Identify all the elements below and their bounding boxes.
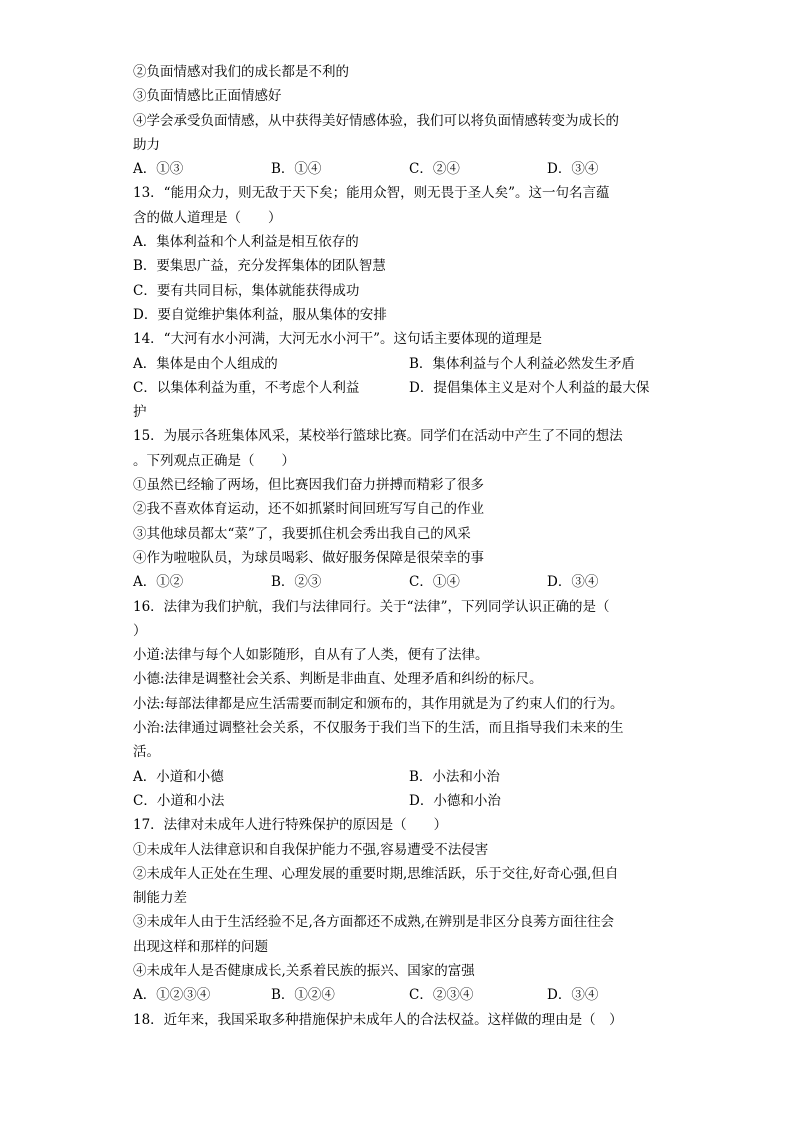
text-line: D．要自觉维护集体利益，服从集体的安排: [133, 306, 387, 323]
text-line: 助力: [133, 136, 160, 153]
answer-option: D．③④: [547, 574, 599, 591]
text-line: 14．“大河有水小河满，大河无水小河干”。这句话主要体现的道理是: [133, 331, 542, 348]
text-line: B．要集思广益，充分发挥集体的团队智慧: [133, 258, 386, 275]
text-line: 17．法律对未成年人进行特殊保护的原因是（ ）: [133, 817, 448, 834]
text-line: ②未成年人正处在生理、心理发展的重要时期,思维活跃，乐于交往,好奇心强,但自: [133, 865, 619, 882]
text-line: 制能力差: [133, 890, 187, 907]
text-line: 18．近年来，我国采取多种措施保护未成年人的合法权益。这样做的理由是（ ）: [133, 1011, 623, 1028]
text-line: 活。: [133, 744, 160, 761]
text-line: C．要有共同目标，集体就能获得成功: [133, 282, 360, 299]
answer-options-row: [133, 157, 673, 181]
text-line: ④未成年人是否健康成长,关系着民族的振兴、国家的富强: [133, 962, 475, 979]
text-line: 小道:法律与每个人如影随形，自从有了人类，便有了法律。: [133, 647, 489, 664]
answer-options-row: [133, 983, 673, 1007]
text-line: A．集体利益和个人利益是相互依存的: [133, 234, 359, 251]
text-line: 小法:每部法律都是应生活需要而制定和颁布的，其作用就是为了约束人们的行为。: [133, 695, 624, 712]
text-line: ④作为啦啦队员，为球员喝彩、做好服务保障是很荣幸的事: [133, 549, 484, 566]
answer-option: C．②③④: [409, 987, 474, 1004]
text-line: 16．法律为我们护航，我们与法律同行。关于“法律”，下列同学认识正确的是（: [133, 598, 610, 615]
text-line: ①虽然已经输了两场，但比赛因我们奋力拼搏而精彩了很多: [133, 477, 484, 494]
text-line: ③负面情感比正面情感好: [133, 88, 282, 105]
answer-option: A．①②③④: [133, 987, 211, 1004]
text-line: 小德:法律是调整社会关系、判断是非曲直、处理矛盾和纠纷的标尺。: [133, 671, 543, 688]
answer-option: D．小德和小治: [409, 792, 501, 809]
answer-option: D．③④: [547, 987, 599, 1004]
answer-options-row: [133, 765, 673, 789]
answer-option: A．集体是由个人组成的: [133, 355, 278, 372]
answer-option: B．①②④: [271, 987, 335, 1004]
text-line: ③未成年人由于生活经验不足,各方面都还不成熟,在辨别是非区分良莠方面往往会: [133, 914, 615, 931]
answer-option: C．以集体利益为重，不考虑个人利益: [133, 379, 360, 396]
exam-page: [133, 60, 673, 1032]
answer-option: B．小法和小治: [409, 768, 500, 785]
text-line: 护: [133, 404, 147, 421]
answer-option: D．提倡集体主义是对个人利益的最大保: [409, 379, 650, 396]
answer-option: C．②④: [409, 161, 460, 178]
answer-options-row: [133, 352, 673, 376]
text-line: ②我不喜欢体育运动，还不如抓紧时间回班写写自己的作业: [133, 501, 484, 518]
text-line: ③其他球员都太“菜”了，我要抓住机会秀出我自己的风采: [133, 525, 471, 542]
text-line: 小治:法律通过调整社会关系，不仅服务于我们当下的生活，而且指导我们未来的生: [133, 720, 624, 737]
answer-option: B．①④: [271, 161, 322, 178]
text-line: ②负面情感对我们的成长都是不利的: [133, 64, 349, 80]
text-line: 15．为展示各班集体风采，某校举行篮球比赛。同学们在活动中产生了不同的想法: [133, 428, 623, 445]
text-line: 出现这样和那样的问题: [133, 938, 268, 955]
text-line: ）: [133, 622, 147, 639]
answer-option: A．①③: [133, 161, 184, 178]
text-line: ④学会承受负面情感，从中获得美好情感体验，我们可以将负面情感转变为成长的: [133, 112, 619, 129]
answer-option: B．集体利益与个人利益必然发生矛盾: [409, 355, 635, 372]
text-line: 含的做人道理是（ ）: [133, 209, 282, 226]
text-line: 。下列观点正确是（ ）: [133, 452, 295, 469]
answer-option: C．小道和小法: [133, 792, 225, 809]
text-line: 13．“能用众力，则无敌于天下矣；能用众智，则无畏于圣人矣”。这一句名言蕴: [133, 185, 610, 202]
answer-option: B．②③: [271, 574, 322, 591]
answer-option: A．①②: [133, 574, 184, 591]
answer-options-row: [133, 789, 673, 813]
answer-options-row: [133, 376, 673, 400]
answer-option: A．小道和小德: [133, 768, 224, 785]
text-line: ①未成年人法律意识和自我保护能力不强,容易遭受不法侵害: [133, 841, 489, 858]
answer-option: D．③④: [547, 161, 599, 178]
answer-option: C．①④: [409, 574, 460, 591]
answer-options-row: [133, 570, 673, 594]
